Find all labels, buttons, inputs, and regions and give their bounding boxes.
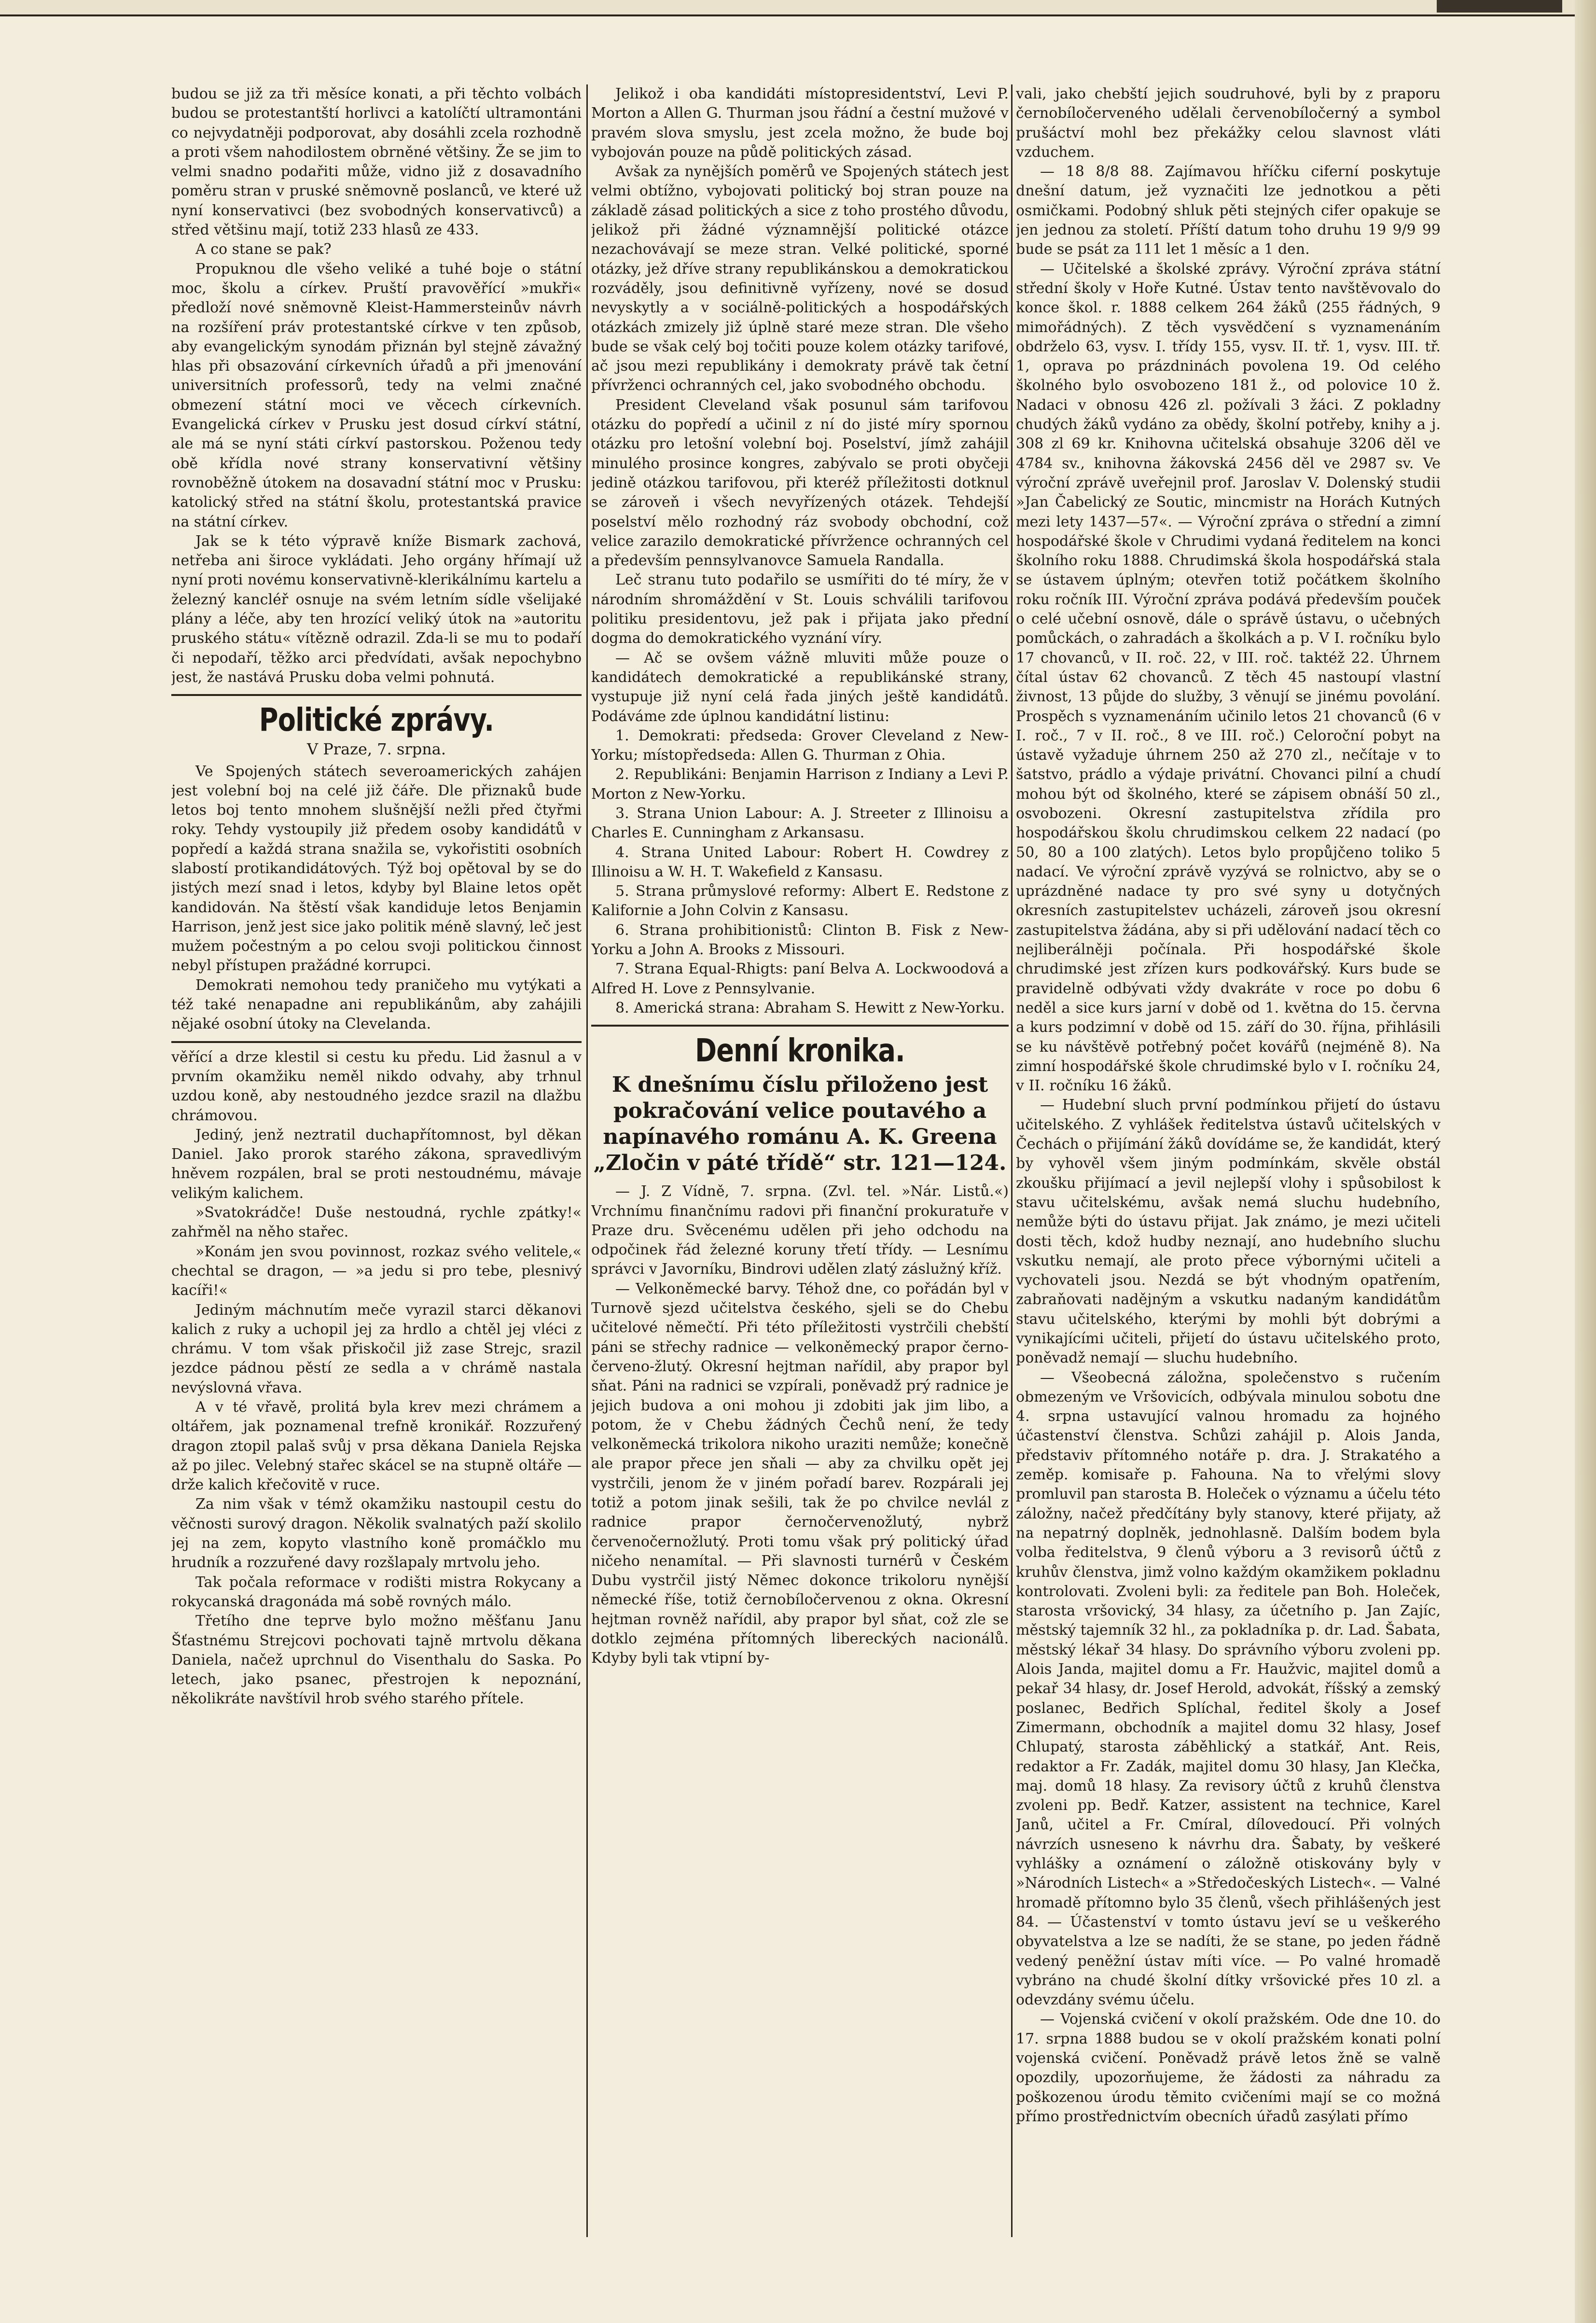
news-paragraph: — Všeobecná záložna, společenstvo s ručením obmezeným ve Vršovicích, odbývala minulou sobotu dne 4. srpna ustavující valnou hromadu za hojného účastenství členstva. Schůzi zahájil p. Alois Janda, představiv přítomného notáře p. dra. J. Strakatého a zeměp. komisaře p. Fahouna. Na to vřelými slovy promluvil pan starosta B. Holeček o významu a účelu této záložny, načež předčítány byly stanovy, které přijaty, až na nepatrný doplněk, jednohlasně. Dalším bodem byla volba ředitelstva, 9 členů výboru a 3 revisorů účtů z kruhův členstva, jimž volno každým okamžikem pokladnu kontrolovati. Zvoleni byli: za ředitele pan Boh. Holeček, starosta vršovický, 34 hlasy, za účetního p. Jan Zajíc, městský tajemník 32 hl., za pokladníka p. dr. Lad. Šabata, městský lékař 34 hlasy. Do správního výboru zvoleni pp. Alois Janda, majitel domu a Fr. Haužvic, majitel domů a pekař 34 hlasy, dr. Josef Herold, advokát, říšský a zemský poslanec, Bedřich Splíchal, ředitel školy a Josef Zimermann, obchodník a majitel domu 32 hlasy, Josef Chlupatý, starosta záběhlický a statkář, Ant. Reis, redaktor a Fr. Zadák, majitel domu 30 hlasy, Jan Klečka, maj. domů 18 hlasy. Za revisory účtů z kruhů členstva zvoleni pp. Bedř. Katzer, assistent na technice, Karel Janů, učitel a Fr. Cmíral, dílovedoucí. Při volných návrzích usneseno k návrhu dra. Šabaty, by veškeré vyhlášky a oznámení o záložně otiskovány byly v »Národních Listech« a »Středočeských Listech«. — Valné hromadě přítomno bylo 35 členů, všech přihlášených jest 84. — Účastenství v tomto ústavu jeví se u veškerého obyvatelstva a lze se nadíti, že se stane, po jeden řádně vedený peněžní ústav míti více. — Po valné hromadě vybráno na chudé školní dítky vršovické přes 10 zl. a odevzdány svému účelu.	[1016, 1369, 1441, 2009]
feuilleton-paragraph: A v té vřavě, prolitá byla krev mezi chrámem a oltářem, jak poznamenal trefně kronikář. Rozzuřený dragon ztopil palaš svůj v prsa děkana Daniela Rejska až po jilec. Velebný stařec skácel se na stupně oltáře — drže kalich křečovitě v ruce.	[171, 1399, 582, 1494]
article-paragraph: Demokrati nemohou tedy praničeho mu vytýkati a též také nenapadne ani republikánům, aby zahájili nějaké osobní útoky na Clevelanda.	[171, 976, 582, 1033]
news-paragraph: vali, jako chebští jejich soudruhové, byli by z praporu černobíločerveného udělali červenobíločerný a symbol prušáctví mohl bez překážky celou slavnost vláti vzduchem.	[1016, 85, 1441, 161]
section-divider	[171, 694, 582, 696]
candidate-list-item: 6. Strana prohibitionistů: Clinton B. Fisk z New-Yorku a John A. Brooks z Missouri.	[591, 921, 1009, 959]
section-divider	[591, 1025, 1009, 1027]
news-paragraph: — Velkoněmecké barvy. Téhož dne, co pořádán byl v Turnově sjezd učitelstva českého, sjeli se do Chebu učitelové němečtí. Při této příležitosti vystrčili chebští páni se střechy radnice — velkoněmecký prapor černo-červeno-žlutý. Okresní hejtman nařídil, aby prapor byl sňat. Páni na radnici se vzpírali, poněvadž prý radnice je jejich budova a oni mohou ji zdobiti jak jim libo, a potom, že v Chebu žádných Čechů není, že tedy velkoněmecká trikolora nikoho uraziti nemůže; konečně ale prapor přece jen sňali — aby za chvilku opět jej vystrčili, jenom že v jiném pořadí barev. Rozpárali jej totiž a potom jinak sešili, tak že po chvilce nevlál z radnice prapor černočervenožlutý, nybrž červenočernožlutý. Proti tomu však prý politický úřad ničeho nenamítal. — Při slavnosti turnérů v Českém Dubu vystrčil jistý Němec dokonce trikoloru nynější německé říše, totiž černobíločervenou z okna. Okresní hejtman rovněž nařídil, aby prapor byl sňat, což zle se dotklo zejména přítomných libereckých nacionálů. Kdyby byli tak vtipní by-	[591, 1280, 1009, 1667]
news-paragraph: — Učitelské a školské zprávy. Výroční zpráva státní střední školy v Hoře Kutné. Ústav tento navštěvovalo do konce škol. r. 1888 celkem 264 žáků (255 řádných, 9 mimořádných). Z těch vysvědčení s vyznamenáním obdrželo 63, vysv. I. třídy 155, vysv. II. tř. 1, vysv. III. tř. 1, oprava po prázdninách povolena 19. Od celého školného bylo osvobozeno 181 ž., od polovice 10 ž. Nadaci v obnosu 426 zl. požívali 3 žáci. Z pokladny chudých žáků vydáno za obědy, školní potřeby, knihy a j. 308 zl 69 kr. Knihovna učitelská obsahuje 3206 děl ve 4784 sv., knihovna žákovská 2456 děl ve 2987 sv. Ve výroční zprávě uveřejnil prof. Jaroslav V. Dolenský studii »Jan Čabelický ze Soutic, mincmistr na Horách Kutných mezi lety 1437—57«. — Výroční zpráva o střední a zimní hospodářské škole v Chrudimi vydaná ředitelem na konci školního roku 1888. Chrudimská škola hospodářská stala se ústavem úplným; otevřen totiž počátkem školního roku ročník III. Výroční zpráva podává především pouček o celé učební osnově, dále o správě ústavu, o učebných pomůckách, o zahradách a školkách a p. V I. ročníku bylo 17 chovanců, v II. roč. 22, v III. roč. taktéž 22. Úhrnem čítal ústav 62 chovanců. Z těch 45 nastoupí vlastní živnost, 13 půjde do služby, 3 věnují se jinému povolání. Prospěch s vyznamenáním učinilo letos 21 chovanců (6 v I. roč., 7 v II. roč., 8 ve III. roč.) Celoroční pobyt na ústavě vyžaduje úhrnem 250 až 270 zl., nečítaje v to šatstvo, prádlo a výdaje privátní. Chovanci pilní a chudí mohou být od školného, které se zápisem obnáší 50 zl., osvobozeni. Okresní zastupitelstva zřídila pro hospodářskou školu chrudimskou celkem 22 nadací (po 50, 80 a 100 zlatých). Letos bylo propůjčeno toliko 5 nadací. Ve výroční zprávě vyzývá se rolnictvo, aby se o uprázdněné nadace ty pro své syny u dotyčných okresních zastupitelstev ucházeli, zároveň jsou okresní zastupitelstva žádána, aby si při udělování nadací těch co nejliberálněji počínala. Při hospodářské škole chrudimské jest zřízen kurs podkovářský. Kurs bude se pravidelně odbývati vždy dvakráte v roce po dobu 6 neděl a sice kurs jarní v době od 1. května do 15. června a kurs podzimní v době od 15. září do 30. října, přihlásili se ku návštěvě potřebný počet kovářů (nejméně 8). Na zimní hospodářské škole chrudimské bylo v I. ročníku 24, v II. ročníku 16 žáků.	[1016, 260, 1441, 1095]
candidate-list-item: 5. Strana průmyslové reformy: Albert E. Redstone z Kalifornie a John Colvin z Kansasu.	[591, 883, 1009, 919]
feuilleton-paragraph: Za nim však v témž okamžiku nastoupil cestu do věčnosti surový dragon. Několik svalnatých paží skolilo jej na zem, kopyto vlastního koně promáčklo mu hrudník a rozzuřené davy rozšlapaly mrtvolu jeho.	[171, 1496, 582, 1572]
section-heading-daily-chronicle: Denní kronika.	[695, 1032, 905, 1070]
article-paragraph: Avšak za nynějších poměrů ve Spojených státech jest velmi obtížno, vybojovati politický boj stran pouze na základě zásad politických a sice z toho prostého důvodu, jelikož při žádné významnější politické otázce nezachovávají se meze stran. Velké politické, sporné otázky, jež dříve strany republikánskou a demokratickou rozváděly, jsou definitivně vyřízeny, nové se dosud nevyskytly a v sociálně-politických a hospodářských otázkách zmizely již úplně staré meze stran. Dle všeho bude se však celý boj točiti pouze kolem otázky tarifové, ač jsou mezi republikány i demokraty právě tak četní přívrženci ochranných cel, jako svobodného obchodu.	[591, 163, 1009, 394]
candidate-list-item: 3. Strana Union Labour: A. J. Streeter z Illinoisu a Charles E. Cunningham z Arkansasu.	[591, 805, 1009, 842]
column-3	[1016, 84, 1441, 2127]
dateline: V Praze, 7. srpna.	[306, 740, 446, 759]
right-scan-edge	[1575, 0, 1596, 2323]
article-paragraph: President Cleveland však posunul sám tarifovou otázku do popředí a učinil z ní do jisté míry spornou otázku pro letošní volební boj. Poselství, jímž zahájil minulého prosince kongres, zabývalo se proti obyčeji jedině otázkou tarifovou, při kteréž příležitosti dotknul se zároveň i všech nevyřízených otázek. Tehdejší poselství mělo rozhodný ráz svobody obchodní, což velice zarazilo demokratické přívržence ochranných cel a především pennsylvanovce Samuela Randalla.	[591, 396, 1009, 570]
candidate-list-item: 1. Demokrati: předseda: Grover Cleveland z New-Yorku; místopředseda: Allen G. Thurman z Ohia.	[591, 727, 1009, 764]
section-heading-political-news: Politické zprávy.	[259, 701, 494, 739]
article-paragraph: Propuknou dle všeho veliké a tuhé boje o státní moc, školu a církev. Pruští pravověřící »mukři« předloží nové sněmovně Kleist-Hammersteinův návrh na rozšíření práv protestantské církve v ten způsob, aby evangelickým synodám přiznán byl stejně závažný hlas při obsazování církevních úřadů a při jmenování universitních professorů, tedy na velmi značné obmezení státní moci ve věcech církevních. Evangelická církev v Prusku jest dosud církví státní, ale má se nyní státi církví pastorskou. Poženou tedy obě křídla nové strany konservativní většiny rovnoběžně útokem na dosavadní státní moc v Prusku: katolický střed na státní školu, protestantská pravice na státní církev.	[171, 260, 582, 530]
feuilleton-paragraph: Jediný, jenž neztratil duchapřítomnost, byl děkan Daniel. Jako prorok starého zákona, spravedlivým hněvem rozpálen, bral se proti nestoudnému, mávaje velikým kalichem.	[171, 1126, 582, 1202]
column-1	[171, 84, 582, 1709]
feuilleton-paragraph: věřící a drze klestil si cestu ku předu. Lid žasnul a v prvním okamžiku neměl nikdo odvahy, aby trhnul uzdou koně, aby nestoudného jezdce srazil na dlažbu chrámovou.	[171, 1048, 582, 1124]
article-paragraph: Leč stranu tuto podařilo se usmířiti do té míry, že v národním shromáždění v St. Louis schválili tarifovou politiku presidentovu, jež pak i přijata jako přední dogma do demokratického vyznání víry.	[591, 571, 1009, 647]
feuilleton-paragraph: Tak počala reformace v rodišti mistra Rokycany a rokycanská dragonáda má sobě rovných málo.	[171, 1573, 582, 1610]
article-paragraph: A co stane se pak?	[195, 241, 332, 258]
candidate-list-item: 4. Strana United Labour: Robert H. Cowdrey z Illinoisu a W. H. T. Wakefield z Kansasu.	[591, 844, 1009, 880]
column-rule-right	[1011, 84, 1013, 2237]
article-paragraph: Jak se k této výpravě kníže Bismark zachová, netřeba ani široce vykládati. Jeho orgány hřímají už nyní proti novému konservativně-klerikálnímu kartelu a železný kancléř osnuje na svém letním sídle všelijaké plány a léče, aby ten hrozící veliký útok na »autoritu pruského státu« vítězně odrazil. Zda-li se mu to podaří či nepodaří, těžko arci předvídati, avšak nepochybno jest, že nastává Prusku doba velmi pohnutá.	[171, 532, 582, 686]
feuilleton-paragraph: Jediným máchnutím meče vyrazil starci děkanovi kalich z ruky a uchopil jej za hrdlo a chtěl jej vléci z chrámu. V tom však přiskočil již zase Strejc, srazil jezdce pádnou pěstí ze sedla a v chrámě nastala nevýslovná vřava.	[171, 1301, 582, 1396]
top-scan-edge	[0, 0, 1596, 16]
candidate-list-item: 8. Americká strana: Abraham S. Hewitt z New-Yorku.	[615, 999, 1005, 1016]
column-2	[591, 84, 1009, 1669]
article-paragraph: Ve Spojených státech severoamerických zahájen jest volební boj na celé již čáře. Dle přiznaků bude letos boj tento mnohem slušnější nežli před čtyřmi roky. Tehdy vystoupily již předem osoby kandidátů v popředí a každá strana snažila se, vykořistiti osobních slabostí protikandidátových. Týž boj opětoval by se do jistých mezí snad i letos, kdyby byl Blaine letos opět kandidován. Na štěstí však kandiduje letos Benjamin Harrison, jenž jest sice jako politik méně slavný, leč jest mužem počestným a po celou svoji politickou činnost nebyl přístupen pražádné korrupci.	[171, 763, 582, 974]
feuilleton-paragraph: Třetího dne teprve bylo možno měšťanu Janu Šťastnému Strejcovi pochovati tajně mrtvolu děkana Daniela, načež uprchnul do Visenthalu do Saska. Po letech, jako psanec, přestrojen k nepoznání, několikráte navštívil hrob svého starého přítele.	[171, 1613, 582, 1708]
news-paragraph: — Hudební sluch první podmínkou přijetí do ústavu učitelského. Z vyhlášek ředitelstva ústavů učitelských v Čechách o přijímání žáků dovídáme se, že kandidát, který by vyhověl všem jiným podmínkám, skvěle obstál zkoušku přijímací a jevil nejlepší vlohy i spůsobilost k stavu učitelskému, avšak nemá sluchu hudebního, nemůže býti do ústavu přijat. Jak známo, je mezi učiteli dosti těch, kdož hudby neznají, ano hudebního sluchu vskutku nemají, ale proto přece výbornými učiteli a vychovateli jsou. Nezdá se být vhodným opatřením, zabraňovati nadějným a vskutku nadaným kandidátům stavu učitelského, kterými by mohli být dobrými a vynikajícími učiteli, přijetí do ústavu učitelského proto, poněvadž nemají — sluchu hudebního.	[1016, 1097, 1441, 1367]
article-paragraph: Jelikož i oba kandidáti místopresidentství, Levi P. Morton a Allen G. Thurman jsou řádní a čestní mužové v pravém slova smyslu, jest zcela možno, že bude boj vybojován pouze na půdě politických zásad.	[591, 85, 1009, 161]
supplement-notice: K dnešnímu číslu přiloženo jest pokračování velice poutavého a napínavého románu A. K. Greena „Zločin v páté třídě“ str. 121—124.	[593, 1072, 1007, 1176]
article-paragraph: — Ač se ovšem vážně mluviti může pouze o kandidátech demokratické a republikánské strany, vystupuje již nyní celá řada jiných ještě kandidátů. Podáváme zde úplnou kandidátní listinu:	[591, 649, 1009, 725]
candidate-list-item: 7. Strana Equal-Rhigts: paní Belva A. Lockwoodová a Alfred H. Love z Pennsylvanie.	[591, 960, 1009, 997]
feuilleton-divider	[171, 1041, 582, 1043]
feuilleton-paragraph: »Konám jen svou povinnost, rozkaz svého velitele,« chechtal se dragon, — »a jedu si pro tebe, plesnivý kacíři!«	[171, 1243, 582, 1299]
news-paragraph: — Vojenská cvičení v okolí pražském. Ode dne 10. do 17. srpna 1888 budou se v okolí pražském konati polní vojenská cvičení. Poněvadž právě letos žně se valně opozdily, upozorňujeme, že žádosti za náhradu za poškozenou úrodu těmito cvičeními mají se co možná přímo prostřednictvím obecních úřadů zasýlati přímo	[1016, 2011, 1441, 2125]
news-paragraph: — 18 8/8 88. Zajímavou hříčku ciferní poskytuje dnešní datum, jež vyznačiti lze jednotkou a pěti osmičkami. Podobný shluk pěti stejných cifer opakuje se jen jednou za století. Příští datum toho druhu 19 9/9 99 bude se psát za 111 let 1 měsíc a 1 den.	[1016, 163, 1441, 258]
feuilleton-paragraph: »Svatokrádče! Duše nestoudná, rychle zpátky!« zahřměl na něho stařec.	[171, 1204, 582, 1241]
article-paragraph: budou se již za tři měsíce konati, a při těchto volbách budou se protestantští horlivci a katolíčtí ultramontáni co nejvydatněji podporovat, aby dosáhli zcela rozhodně a proti všem nahodilostem obrněné většiny. Že se jim to velmi snadno podařiti může, vidno již z dosavadního poměru stran v pruské sněmovně poslanců, ve které už nyní konservativci (bez svobodných konservativců) a střed většinu mají, totiž 233 hlasů ze 433.	[171, 85, 582, 239]
column-rule-left	[586, 84, 588, 2237]
candidate-list-item: 2. Republikáni: Benjamin Harrison z Indiany a Levi P. Morton z New-Yorku.	[591, 766, 1009, 803]
scan-dark-strip	[1437, 0, 1562, 13]
news-paragraph: — J. Z Vídně, 7. srpna. (Zvl. tel. »Nár. Listů.«) Vrchnímu finančnímu radovi při finanční prokuratuře v Praze dru. Svěcenému udělen při jeho odchodu na odpočinek řád železné koruny třetí třídy. — Lesnímu správci v Javorníku, Bindrovi udělen zlatý záslužný kříž.	[591, 1183, 1009, 1278]
